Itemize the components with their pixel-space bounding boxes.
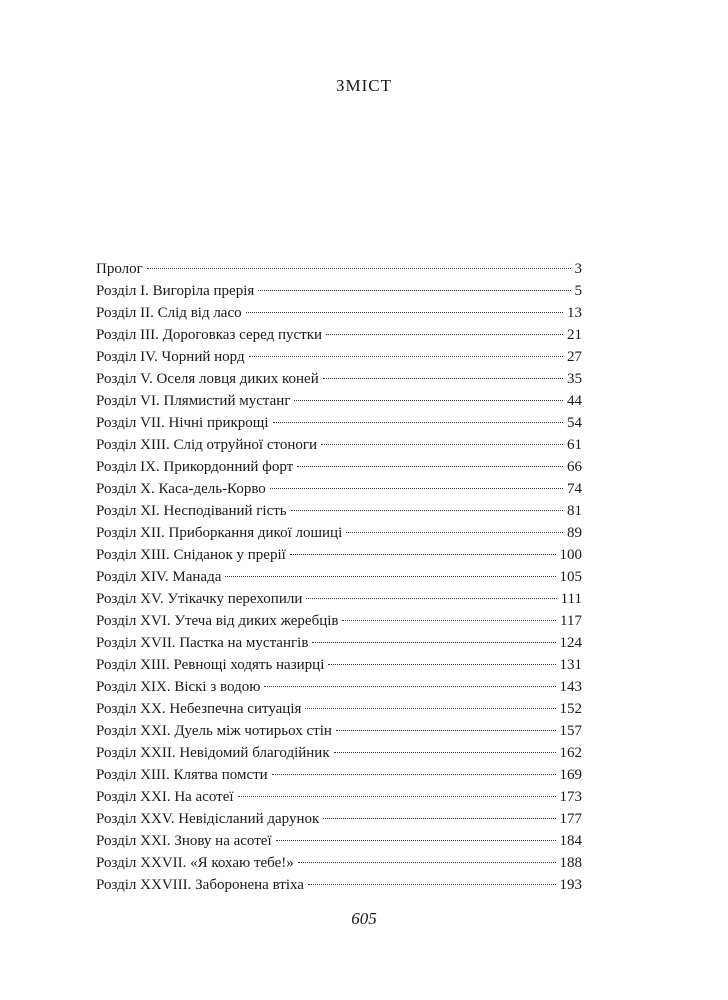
toc-entry bbox=[96, 720, 582, 742]
toc-entry-label: Розділ XX. Небезпечна ситуація bbox=[96, 701, 302, 717]
toc-entry-label: Розділ XXVII. «Я кохаю тебе!» bbox=[96, 855, 294, 871]
dot-leader bbox=[290, 554, 556, 555]
toc-entry-page-number: 5 bbox=[574, 283, 582, 299]
dot-leader bbox=[323, 818, 555, 819]
toc-entry bbox=[96, 478, 582, 500]
toc-entry-page-number: 131 bbox=[559, 657, 582, 673]
toc-entry-page-number: 169 bbox=[559, 767, 582, 783]
dot-leader bbox=[321, 444, 563, 445]
toc-entry-label: Розділ XIV. Манада bbox=[96, 569, 222, 585]
toc-entry-label: Розділ XII. Приборкання дикої лошиці bbox=[96, 525, 343, 541]
toc-entry-page-number: 193 bbox=[559, 877, 582, 893]
toc-entry-label: Розділ XXV. Невідісланий дарунок bbox=[96, 811, 320, 827]
dot-leader bbox=[312, 642, 555, 643]
toc-entry bbox=[96, 676, 582, 698]
toc-entry-label: Розділ XIII. Сніданок у прерії bbox=[96, 547, 286, 563]
toc-entry-label: Розділ XVII. Пастка на мустангів bbox=[96, 635, 309, 651]
toc-entry-label: Розділ II. Слід від ласо bbox=[96, 305, 242, 321]
dot-leader bbox=[225, 576, 555, 577]
dot-leader bbox=[258, 290, 570, 291]
toc-entry-page-number: 143 bbox=[559, 679, 582, 695]
toc-entry bbox=[96, 258, 582, 280]
toc-entry bbox=[96, 786, 582, 808]
toc-entry bbox=[96, 500, 582, 522]
toc-entry bbox=[96, 544, 582, 566]
toc-entry-page-number: 157 bbox=[559, 723, 582, 739]
dot-leader bbox=[308, 884, 556, 885]
toc-entry-page-number: 152 bbox=[559, 701, 582, 717]
toc-entry bbox=[96, 324, 582, 346]
toc-entry-label: Розділ IX. Прикордонний форт bbox=[96, 459, 294, 475]
toc-entry-page-number: 173 bbox=[559, 789, 582, 805]
dot-leader bbox=[334, 752, 556, 753]
toc-entry-label: Розділ X. Каса-дель-Корво bbox=[96, 481, 266, 497]
toc-entry-page-number: 27 bbox=[567, 349, 582, 365]
toc-entry-label: Розділ XV. Утікачку перехопили bbox=[96, 591, 303, 607]
toc-entry-label: Розділ IV. Чорний норд bbox=[96, 349, 245, 365]
toc-entry bbox=[96, 434, 582, 456]
toc-entry-page-number: 35 bbox=[567, 371, 582, 387]
dot-leader bbox=[328, 664, 555, 665]
toc-entry bbox=[96, 742, 582, 764]
dot-leader bbox=[147, 268, 571, 269]
dot-leader bbox=[272, 774, 556, 775]
toc-entry-page-number: 89 bbox=[567, 525, 582, 541]
toc-entry-page-number: 74 bbox=[567, 481, 582, 497]
dot-leader bbox=[249, 356, 563, 357]
dot-leader bbox=[273, 422, 563, 423]
toc-entry-label: Розділ VII. Нічні прикрощі bbox=[96, 415, 269, 431]
toc-entry-label: Розділ XXI. Дуель між чотирьох стін bbox=[96, 723, 332, 739]
toc-entry bbox=[96, 874, 582, 896]
dot-leader bbox=[291, 510, 563, 511]
toc-entry bbox=[96, 522, 582, 544]
toc-entry-label: Розділ V. Оселя ловця диких коней bbox=[96, 371, 319, 387]
toc-entry-label: Пролог bbox=[96, 261, 143, 277]
dot-leader bbox=[238, 796, 556, 797]
toc-entry-page-number: 21 bbox=[567, 327, 582, 343]
toc-entry bbox=[96, 368, 582, 390]
toc-entry-page-number: 61 bbox=[567, 437, 582, 453]
toc-entry-page-number: 188 bbox=[559, 855, 582, 871]
toc-entry-label: Розділ XXVIII. Заборонена втіха bbox=[96, 877, 304, 893]
toc-entry bbox=[96, 852, 582, 874]
dot-leader bbox=[342, 620, 556, 621]
table-of-contents bbox=[96, 258, 582, 896]
toc-entry-page-number: 124 bbox=[559, 635, 582, 651]
toc-entry bbox=[96, 808, 582, 830]
toc-entry bbox=[96, 698, 582, 720]
toc-entry-label: Розділ XXI. На асотеї bbox=[96, 789, 234, 805]
toc-entry-label: Розділ XIX. Віскі з водою bbox=[96, 679, 261, 695]
toc-entry-page-number: 162 bbox=[559, 745, 582, 761]
toc-entry-label: Розділ XI. Несподіваний гість bbox=[96, 503, 287, 519]
toc-entry-label: Розділ XIII. Слід отруйної стоноги bbox=[96, 437, 318, 453]
toc-entry-label: Розділ III. Дороговказ серед пустки bbox=[96, 327, 323, 343]
toc-entry-page-number: 13 bbox=[567, 305, 582, 321]
toc-entry bbox=[96, 390, 582, 412]
dot-leader bbox=[305, 708, 555, 709]
toc-entry bbox=[96, 632, 582, 654]
dot-leader bbox=[297, 466, 563, 467]
dot-leader bbox=[294, 400, 563, 401]
toc-entry-label: Розділ VI. Плямистий мустанг bbox=[96, 393, 291, 409]
toc-entry bbox=[96, 346, 582, 368]
toc-entry bbox=[96, 764, 582, 786]
toc-entry-page-number: 184 bbox=[559, 833, 582, 849]
dot-leader bbox=[323, 378, 563, 379]
toc-entry bbox=[96, 610, 582, 632]
page-number: 605 bbox=[351, 909, 377, 928]
toc-entry-page-number: 66 bbox=[567, 459, 582, 475]
toc-entry-label: Розділ XVI. Утеча від диких жеребців bbox=[96, 613, 339, 629]
toc-entry-page-number: 105 bbox=[559, 569, 582, 585]
toc-entry-label: Розділ XXII. Невідомий благодійник bbox=[96, 745, 330, 761]
dot-leader bbox=[346, 532, 563, 533]
toc-entry-page-number: 117 bbox=[560, 613, 582, 629]
toc-entry-page-number: 3 bbox=[574, 261, 582, 277]
toc-entry-label: Розділ I. Вигоріла прерія bbox=[96, 283, 255, 299]
toc-entry bbox=[96, 456, 582, 478]
toc-entry-label: Розділ XIII. Клятва помсти bbox=[96, 767, 268, 783]
toc-entry bbox=[96, 280, 582, 302]
dot-leader bbox=[298, 862, 556, 863]
toc-entry-page-number: 177 bbox=[559, 811, 582, 827]
toc-entry-page-number: 54 bbox=[567, 415, 582, 431]
page-title: ЗМІСТ bbox=[335, 76, 393, 95]
dot-leader bbox=[336, 730, 556, 731]
toc-entry bbox=[96, 412, 582, 434]
toc-entry bbox=[96, 654, 582, 676]
toc-entry-page-number: 81 bbox=[567, 503, 582, 519]
toc-entry-label: Розділ XIII. Ревнощі ходять назирці bbox=[96, 657, 325, 673]
toc-entry bbox=[96, 830, 582, 852]
dot-leader bbox=[306, 598, 556, 599]
toc-entry-page-number: 44 bbox=[567, 393, 582, 409]
toc-entry bbox=[96, 588, 582, 610]
toc-entry bbox=[96, 566, 582, 588]
dot-leader bbox=[276, 840, 556, 841]
dot-leader bbox=[270, 488, 563, 489]
dot-leader bbox=[264, 686, 555, 687]
toc-entry-page-number: 111 bbox=[560, 591, 582, 607]
dot-leader bbox=[326, 334, 563, 335]
dot-leader bbox=[246, 312, 563, 313]
toc-entry bbox=[96, 302, 582, 324]
toc-entry-page-number: 100 bbox=[559, 547, 582, 563]
toc-entry-label: Розділ XXI. Знову на асотеї bbox=[96, 833, 272, 849]
